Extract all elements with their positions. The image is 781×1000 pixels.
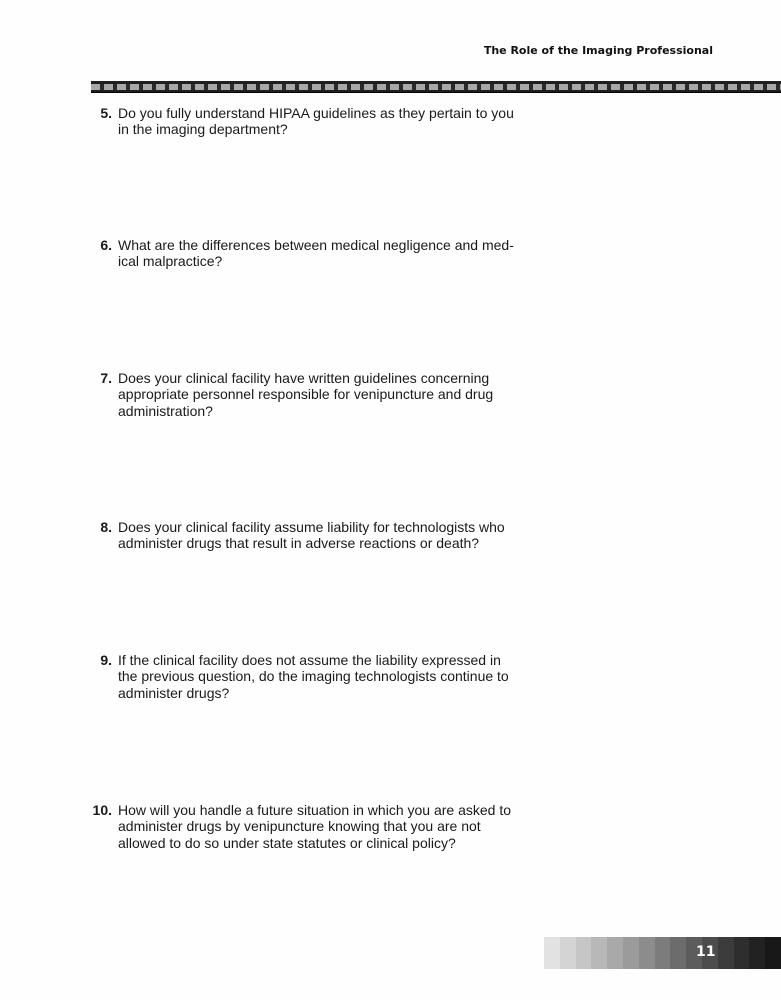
question-text-line: the previous question, do the imaging technologists continue to (118, 668, 509, 685)
page-number-gradient-band (544, 937, 781, 969)
page-number: 11 (696, 944, 716, 960)
gradient-step (718, 937, 734, 969)
gradient-step (623, 937, 639, 969)
question-item (90, 802, 520, 851)
gradient-step (560, 937, 576, 969)
question-text-line: Does your clinical facility have written guidelines concerning (118, 370, 490, 386)
question-number: 8. (100, 519, 112, 535)
question-text-line: Does your clinical facility assume liability for technologists who (118, 519, 505, 535)
running-head: The Role of the Imaging Professional (483, 44, 713, 57)
question-text (118, 105, 520, 138)
question-text-line: allowed to do so under state statutes or clinical policy? (118, 834, 456, 851)
question-text-line: in the imaging department? (118, 121, 288, 138)
gradient-step (765, 937, 781, 969)
question-text-line: Do you fully understand HIPAA guidelines as they pertain to you (118, 105, 514, 121)
question-text-line: administer drugs that result in adverse reactions or death? (118, 535, 480, 552)
question-text-line: ical malpractice? (118, 253, 223, 270)
header-rule-bar (91, 81, 781, 93)
question-text-line: administer drugs? (118, 684, 230, 701)
question-text-line: administer drugs by venipuncture knowing that you are not (118, 818, 481, 835)
question-number: 9. (100, 652, 112, 668)
question-text-line: administration? (118, 402, 213, 419)
question-text (118, 370, 520, 419)
gradient-step (639, 937, 655, 969)
question-text-line: What are the differences between medical negligence and med- (118, 237, 514, 253)
gradient-step (734, 937, 750, 969)
question-text (118, 802, 520, 851)
gradient-step (655, 937, 671, 969)
question-item (90, 237, 520, 270)
gradient-step (576, 937, 592, 969)
question-text (118, 652, 520, 701)
gradient-step (544, 937, 560, 969)
question-text-line: If the clinical facility does not assume the liability expressed in (118, 652, 501, 668)
gradient-step (607, 937, 623, 969)
question-text-line: How will you handle a future situation in which you are asked to (118, 802, 511, 818)
gradient-step (670, 937, 686, 969)
question-number: 7. (100, 370, 112, 386)
question-text-line: appropriate personnel responsible for venipuncture and drug (118, 386, 494, 403)
gradient-step (749, 937, 765, 969)
gradient-step (591, 937, 607, 969)
question-number: 6. (100, 237, 112, 253)
question-text (118, 519, 520, 552)
question-number: 5. (100, 105, 112, 121)
question-item (90, 370, 520, 419)
question-number: 10. (92, 802, 112, 818)
question-item (90, 652, 520, 701)
question-item (90, 519, 520, 552)
question-item (90, 105, 520, 138)
question-text (118, 237, 520, 270)
